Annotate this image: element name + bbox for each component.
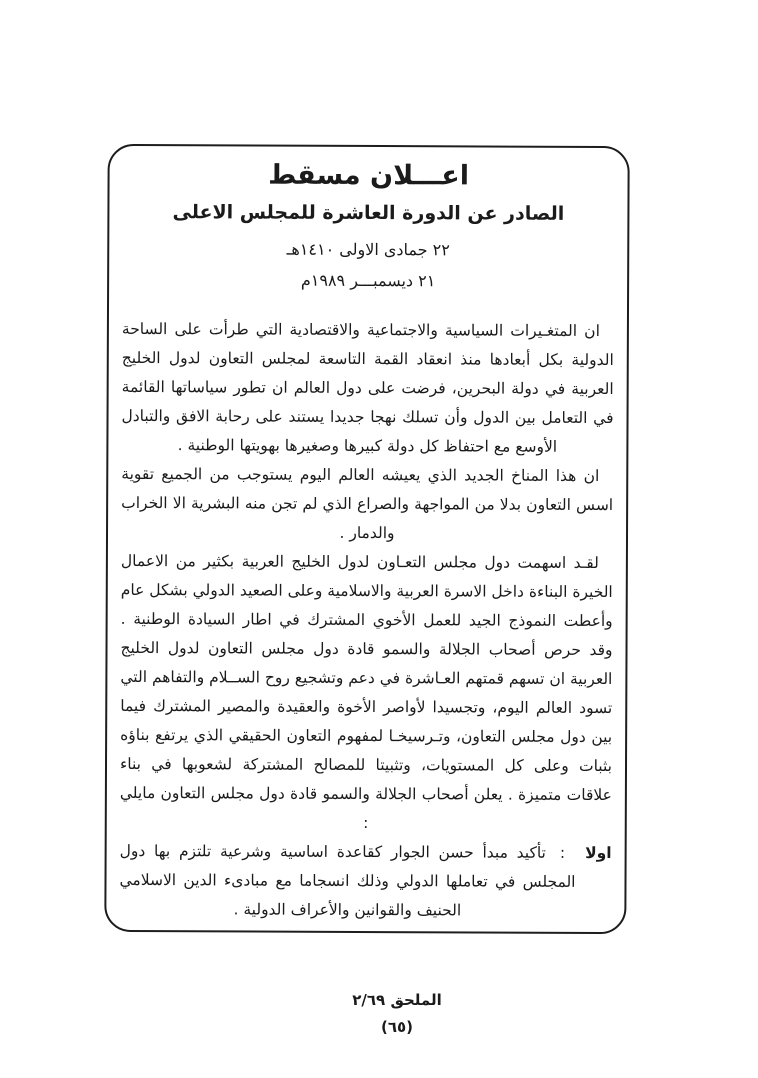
clause-first [119,837,611,926]
document-body [119,315,614,926]
page-number: (٦٥) [380,1018,414,1036]
paragraph: لقـد اسهمت دول مجلس التعـاون لدول الخليج العربية بكثير من الاعمال الخيرة البناءة داخل الاسرة العربية والاسلامية وعلى الصعيد الدولي بشكل عام وأعطت النموذج الجيد للعمل الأخوي المشترك في اطار السيادة الوطنية . وقد حرص أصحاب الجلالة والسمو قادة دول مجلس التعاون لدول الخليج العربية ان تسهم قمتهم العـاشرة في دعم وتشجيع روح الســلام والتفاهم التي تسود العالم اليوم، وتجسيدا لأواصر الأخوة والعقيدة والمصير المشترك فيما بين دول مجلس التعاون، وتـرسيخـا لمفهوم التعاون الحقيقي الذي يرتفع بناؤه بثبات وعلى كل المستويات، وتثبيتا للمصالح المشتركة لشعوبها في بناء علاقات متميزة . يعلن أصحاب الجلالة والسمو قادة دول مجلس التعاون مايلي : [119,551,613,833]
clause-text: تأكيد مبدأ حسن الجوار كقاعدة اساسية وشرعية تلتزم بها دول المجلس في تعاملها الدولي وذلك انسجاما مع مبادىء الدين الاسلامي الحنيف والقوانين والأعراف الدولية . [119,841,576,920]
date-gregorian: ٢١ ديسمبـــر ١٩٨٩م [300,270,436,291]
paragraph: ان المتغـيرات السياسية والاجتماعية والاقتصادية التي طرأت على الساحة الدولية بكل أبعادها منذ انعقاد القمة التاسعة لمجلس التعاون لدول الخليج العربية في دولة البحرين، فرضت على دول العالم ان تطور سياساتها القائمة في التعامل بين الدول وأن تسلك نهجا جديدا يستند على رحابة الافق والتبادل الأوسع مع احتفاظ كل دولة كبيرها وصغيرها بهويتها الوطنية . [121,319,614,456]
page-footer [36,990,758,1037]
document-border-frame [104,144,629,934]
document-title: اعـــلان مسقط [268,159,470,192]
date-hijri: ٢٢ جمادى الاولى ١٤١٠هـ [286,239,450,260]
clause-separator: : [559,843,566,862]
document-subtitle: الصادر عن الدورة العاشرة للمجلس الاعلى [172,201,565,225]
clause-label: اولا [585,843,612,863]
appendix-label: الملحق ٢/٦٩ [352,991,442,1009]
paragraph: ان هذا المناخ الجديد الذي يعيشه العالم اليوم يستوجب من الجميع تقوية اسس التعاون بدلا من المواجهة والصراع الذي لم تجن منه البشرية الا الخراب والدمار . [121,464,614,543]
